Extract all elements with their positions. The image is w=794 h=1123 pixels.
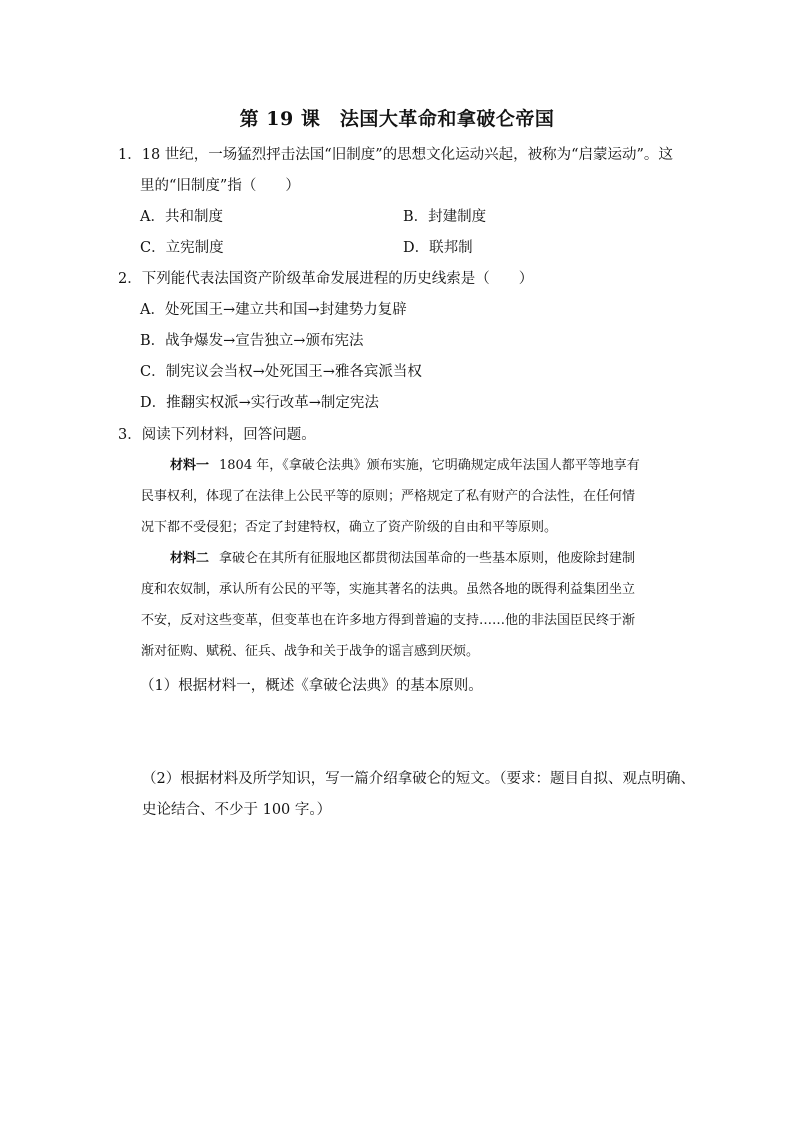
material2-text-line1: 拿破仑在其所有征服地区都贯彻法国革命的一些基本原则，他废除封建制 (219, 551, 636, 566)
page-title: 第 19 课 法国大革命和拿破仑帝国 (239, 108, 555, 130)
q2-option-b: B．战争爆发→宣告独立→颁布宪法 (140, 333, 364, 349)
q3-sub-question-1: （1）根据材料一，概述《拿破仑法典》的基本原则。 (140, 678, 483, 694)
q2-option-a: A．处死国王→建立共和国→封建势力复辟 (140, 302, 407, 318)
material1-line3: 况下都不受侵犯；否定了封建特权，确立了资产阶级的自由和平等原则。 (141, 520, 558, 535)
q1-stem-line2: 里的“旧制度”指（ ） (140, 178, 300, 194)
material2-line3: 不安，反对这些变革，但变革也在许多地方得到普遍的支持……他的非法国臣民终于渐 (141, 613, 636, 628)
material2-line1 (170, 549, 635, 569)
q1-option-c: C．立宪制度 (140, 240, 224, 256)
material1-label: 材料一 (170, 458, 210, 473)
q2-option-c: C．制宪议会当权→处死国王→雅各宾派当权 (140, 364, 422, 380)
q3-stem: 3．阅读下列材料，回答问题。 (118, 427, 316, 443)
material1-line2: 民事权利，体现了在法律上公民平等的原则；严格规定了私有财产的合法性，在任何情 (141, 489, 636, 504)
q2-option-d: D．推翻实权派→实行改革→制定宪法 (140, 395, 379, 411)
material2-line4: 渐对征购、赋税、征兵、战争和关于战争的谣言感到厌烦。 (141, 644, 480, 659)
q1-option-d: D．联邦制 (403, 240, 473, 256)
q1-option-a: A．共和制度 (140, 209, 223, 225)
q1-option-b: B．封建制度 (403, 209, 487, 225)
q3-sub-question-2-line1: （2）根据材料及所学知识，写一篇介绍拿破仑的短文。（要求：题目自拟、观点明确、 (142, 771, 695, 787)
q2-stem: 2．下列能代表法国资产阶级革命发展进程的历史线索是（ ） (118, 271, 534, 287)
q1-stem-line1: 1．18 世纪，一场猛烈抨击法国“旧制度”的思想文化运动兴起，被称为“启蒙运动”。这 (118, 147, 673, 163)
material2-line2: 度和农奴制，承认所有公民的平等，实施其著名的法典。虽然各地的既得利益集团坐立 (141, 582, 636, 597)
material2-label: 材料二 (170, 551, 210, 566)
material1-text-line1: 1804 年，《拿破仑法典》颁布实施，它明确规定成年法国人都平等地享有 (219, 458, 640, 473)
material1-line1 (170, 456, 640, 476)
q3-sub-question-2-line2: 史论结合、不少于 100 字。） (142, 802, 332, 818)
